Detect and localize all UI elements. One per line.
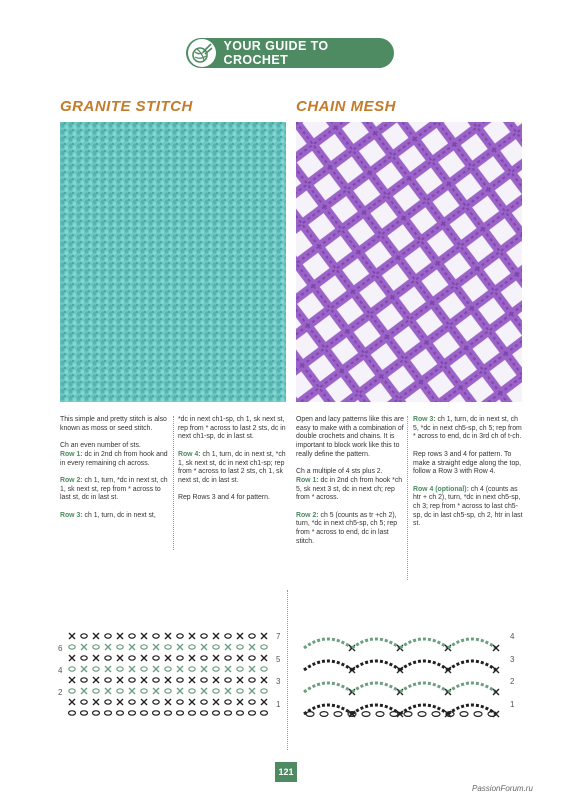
- dc-stitch-symbol: [189, 655, 195, 661]
- chain-stitch-symbol: [261, 667, 267, 671]
- chain-stitch-symbol: [165, 689, 171, 693]
- dc-stitch-symbol: [213, 677, 219, 683]
- mesh-col-1: [296, 416, 406, 555]
- chain-stitch-symbol: [153, 656, 159, 660]
- chain-stitch-symbol: [201, 656, 207, 660]
- chain-stitch-symbol: [105, 700, 111, 704]
- dc-stitch-symbol: [165, 677, 171, 683]
- dc-stitch-symbol: [213, 633, 219, 639]
- mesh-row-4: Row 4 (optional): ch 4 (counts as htr + ch 2), turn, *dc in next ch5-sp, ch 3; rep from * across to last ch5-sp, dc in last ch5-sp, ch 2, htr in last st.: [413, 485, 523, 528]
- chain-stitch-symbol: [249, 656, 255, 660]
- dc-stitch-symbol: [249, 688, 255, 694]
- chain-stitch-symbol: [117, 711, 124, 715]
- chain-arc-symbol: [400, 661, 448, 670]
- yarn-ball-icon: [188, 39, 216, 67]
- header-title: YOUR GUIDE TO CROCHET: [223, 39, 329, 67]
- granite-stitch-chart: [56, 628, 282, 718]
- chain-stitch-symbol: [261, 689, 267, 693]
- chain-stitch-symbol: [153, 634, 159, 638]
- dc-stitch-symbol: [129, 666, 135, 672]
- chain-stitch-symbol: [93, 645, 99, 649]
- dc-stitch-symbol: [69, 677, 75, 683]
- chart-row-label: 7: [276, 632, 281, 641]
- dc-stitch-symbol: [177, 644, 183, 650]
- foundation-chain-symbol: [474, 712, 482, 717]
- granite-col-1: [60, 416, 170, 529]
- chain-arc-symbol: [352, 661, 400, 670]
- dc-stitch-symbol: [249, 644, 255, 650]
- dc-stitch-symbol: [237, 655, 243, 661]
- chain-stitch-symbol: [117, 689, 123, 693]
- dc-stitch-symbol: [105, 688, 111, 694]
- chain-arc-symbol: [400, 683, 448, 692]
- dc-stitch-symbol: [201, 688, 207, 694]
- granite-row-2: Row 2: ch 1, turn, *dc in next st, ch 1, sk next st, rep from * across to last st, dc in last st.: [60, 476, 168, 502]
- mesh-col-2: [413, 416, 523, 538]
- chart-row-label: 3: [510, 655, 515, 664]
- dc-stitch-symbol: [237, 699, 243, 705]
- granite-row-4: Row 4: ch 1, turn, dc in next st, *ch 1, sk next st, dc in next ch1-sp; rep from * across to last 2 sts, ch 1, sk next st, dc in last st.: [178, 450, 286, 484]
- chain-arc-symbol: [448, 661, 496, 670]
- granite-intro: This simple and pretty stitch is also known as moss or seed stitch.: [60, 416, 167, 432]
- dc-stitch-symbol: [165, 699, 171, 705]
- chain-stitch-symbol: [225, 700, 231, 704]
- chain-stitch-symbol: [165, 645, 171, 649]
- dc-stitch-symbol: [141, 677, 147, 683]
- granite-repeat: Rep Rows 3 and 4 for pattern.: [178, 494, 270, 502]
- dc-stitch-symbol: [81, 688, 87, 694]
- chain-stitch-symbol: [189, 645, 195, 649]
- dc-stitch-symbol: [165, 655, 171, 661]
- chain-arc-symbol: [400, 705, 448, 714]
- dc-stitch-symbol: [189, 633, 195, 639]
- dc-stitch-symbol: [93, 677, 99, 683]
- dc-stitch-symbol: [93, 699, 99, 705]
- foundation-chain-symbol: [376, 712, 384, 717]
- chain-stitch-symbol: [93, 711, 100, 715]
- footer-watermark: PassionForum.ru: [472, 784, 533, 793]
- chain-stitch-symbol: [81, 656, 87, 660]
- dc-stitch-symbol: [69, 699, 75, 705]
- chain-stitch-symbol: [237, 689, 243, 693]
- dc-stitch-symbol: [105, 644, 111, 650]
- chain-stitch-symbol: [69, 711, 76, 715]
- chain-stitch-symbol: [69, 645, 75, 649]
- dc-stitch-symbol: [117, 633, 123, 639]
- dc-stitch-symbol: [81, 666, 87, 672]
- chain-stitch-symbol: [81, 711, 88, 715]
- granite-stitch-photo: [60, 122, 286, 402]
- chain-stitch-symbol: [177, 656, 183, 660]
- chain-stitch-symbol: [165, 711, 172, 715]
- chain-stitch-symbol: [105, 711, 112, 715]
- chain-stitch-symbol: [141, 711, 148, 715]
- dc-stitch-symbol: [153, 666, 159, 672]
- foundation-chain-symbol: [460, 712, 468, 717]
- dc-stitch-symbol: [69, 655, 75, 661]
- dc-stitch-symbol: [117, 655, 123, 661]
- chain-stitch-symbol: [105, 634, 111, 638]
- dc-stitch-symbol: [225, 666, 231, 672]
- chain-stitch-symbol: [69, 667, 75, 671]
- chain-arc-symbol: [448, 639, 496, 648]
- foundation-chain-symbol: [362, 712, 370, 717]
- dc-stitch-symbol: [177, 688, 183, 694]
- chain-stitch-symbol: [201, 634, 207, 638]
- chart-row-label: 4: [510, 632, 515, 641]
- chain-arc-symbol: [400, 639, 448, 648]
- dc-stitch-symbol: [261, 633, 267, 639]
- dc-stitch-symbol: [225, 644, 231, 650]
- chain-arc-symbol: [304, 683, 352, 692]
- page-number: 121: [275, 762, 297, 782]
- chain-stitch-symbol: [117, 645, 123, 649]
- chain-arc-symbol: [448, 683, 496, 692]
- dc-stitch-symbol: [177, 666, 183, 672]
- chain-stitch-symbol: [213, 711, 220, 715]
- dc-stitch-symbol: [117, 699, 123, 705]
- granite-stitch-title: GRANITE STITCH: [60, 98, 193, 115]
- chain-stitch-symbol: [81, 700, 87, 704]
- chart-row-label: 2: [510, 677, 515, 686]
- dc-stitch-symbol: [129, 688, 135, 694]
- foundation-chain-symbol: [320, 712, 328, 717]
- chain-mesh-title: CHAIN MESH: [296, 98, 397, 115]
- chart-row-label: 1: [510, 700, 515, 709]
- foundation-chain-symbol: [390, 712, 398, 717]
- chart-row-label: 3: [276, 677, 281, 686]
- dc-stitch-symbol: [117, 677, 123, 683]
- chain-stitch-symbol: [117, 667, 123, 671]
- chart-row-label: 6: [58, 644, 63, 653]
- granite-col-2: [178, 416, 288, 512]
- foundation-chain-symbol: [432, 712, 440, 717]
- chain-stitch-symbol: [177, 678, 183, 682]
- chain-stitch-symbol: [237, 711, 244, 715]
- dc-stitch-symbol: [249, 666, 255, 672]
- foundation-chain-symbol: [306, 712, 314, 717]
- chain-stitch-symbol: [249, 678, 255, 682]
- chain-stitch-symbol: [189, 667, 195, 671]
- mesh-row-3: Row 3: ch 1, turn, dc in next st, ch 5, *dc in next ch5-sp, ch 5; rep from * across to end, dc in 3rd ch of t-ch.: [413, 416, 522, 441]
- dc-stitch-symbol: [129, 644, 135, 650]
- chain-stitch-symbol: [225, 656, 231, 660]
- foundation-chain-symbol: [404, 712, 412, 717]
- chain-stitch-symbol: [141, 645, 147, 649]
- chain-stitch-symbol: [177, 711, 184, 715]
- chain-stitch-symbol: [129, 700, 135, 704]
- chain-mesh-chart: [296, 628, 526, 718]
- column-divider: [173, 416, 174, 550]
- chain-stitch-symbol: [213, 645, 219, 649]
- chain-arc-symbol: [304, 639, 352, 648]
- chain-stitch-symbol: [213, 667, 219, 671]
- chain-stitch-symbol: [237, 667, 243, 671]
- chain-stitch-symbol: [261, 645, 267, 649]
- chain-stitch-symbol: [165, 667, 171, 671]
- dc-stitch-symbol: [69, 633, 75, 639]
- chain-stitch-symbol: [129, 711, 136, 715]
- dc-stitch-symbol: [261, 655, 267, 661]
- chart-row-label: 4: [58, 666, 63, 675]
- dc-stitch-symbol: [153, 644, 159, 650]
- chain-stitch-symbol: [177, 700, 183, 704]
- chart-row-label: 1: [276, 700, 281, 709]
- chain-stitch-symbol: [93, 667, 99, 671]
- chain-stitch-symbol: [201, 678, 207, 682]
- dc-stitch-symbol: [81, 644, 87, 650]
- chain-stitch-symbol: [237, 645, 243, 649]
- dc-stitch-symbol: [93, 633, 99, 639]
- dc-stitch-symbol: [213, 655, 219, 661]
- chain-arc-symbol: [352, 639, 400, 648]
- dc-stitch-symbol: [225, 688, 231, 694]
- dc-stitch-symbol: [237, 633, 243, 639]
- chart-row-label: 5: [276, 655, 281, 664]
- chain-stitch-symbol: [261, 711, 268, 715]
- chain-stitch-symbol: [249, 634, 255, 638]
- column-divider: [407, 416, 408, 580]
- dc-stitch-symbol: [261, 677, 267, 683]
- granite-chain: Ch an even number of sts. Row 1: dc in 2nd ch from hook and in every remaining ch across.: [60, 442, 168, 467]
- dc-stitch-symbol: [189, 699, 195, 705]
- dc-stitch-symbol: [201, 666, 207, 672]
- dc-stitch-symbol: [141, 655, 147, 661]
- chain-stitch-symbol: [129, 678, 135, 682]
- granite-row-3: Row 3: ch 1, turn, dc in next st,: [60, 511, 156, 519]
- chain-stitch-symbol: [129, 656, 135, 660]
- mesh-chain: Ch a multiple of 4 sts plus 2. Row 1: dc in 2nd ch from hook *ch 5, sk next 3 st, dc in next ch; rep from * across.: [296, 468, 403, 502]
- chart-divider: [287, 590, 288, 750]
- dc-stitch-symbol: [153, 688, 159, 694]
- section-header: [186, 38, 394, 68]
- chain-arc-symbol: [352, 683, 400, 692]
- chain-stitch-symbol: [153, 711, 160, 715]
- mesh-row-2: Row 2: ch 5 (counts as tr +ch 2), turn, *dc in next ch5-sp, ch 5; rep from * across to end, dc in last stitch.: [296, 511, 398, 545]
- chain-stitch-symbol: [153, 678, 159, 682]
- granite-row-3-cont: *dc in next ch1-sp, ch 1, sk next st, rep from * across to last 2 sts, dc in next ch1-sp, dc in last st.: [178, 416, 286, 441]
- chain-stitch-symbol: [69, 689, 75, 693]
- chain-stitch-symbol: [201, 711, 208, 715]
- chain-stitch-symbol: [81, 634, 87, 638]
- chain-mesh-photo: [296, 122, 522, 402]
- dc-stitch-symbol: [141, 699, 147, 705]
- chain-stitch-symbol: [141, 667, 147, 671]
- chain-stitch-symbol: [225, 711, 232, 715]
- chain-stitch-symbol: [81, 678, 87, 682]
- dc-stitch-symbol: [189, 677, 195, 683]
- chain-stitch-symbol: [225, 678, 231, 682]
- dc-stitch-symbol: [201, 644, 207, 650]
- dc-stitch-symbol: [105, 666, 111, 672]
- foundation-chain-symbol: [334, 712, 342, 717]
- chain-stitch-symbol: [105, 656, 111, 660]
- chain-stitch-symbol: [249, 700, 255, 704]
- dc-stitch-symbol: [141, 633, 147, 639]
- chain-stitch-symbol: [249, 711, 256, 715]
- mesh-repeat: Rep rows 3 and 4 for pattern. To make a straight edge along the top, follow a Row 3 with Row 4.: [413, 450, 522, 476]
- chain-stitch-symbol: [105, 678, 111, 682]
- chain-stitch-symbol: [213, 689, 219, 693]
- chain-stitch-symbol: [189, 711, 196, 715]
- dc-stitch-symbol: [93, 655, 99, 661]
- chain-stitch-symbol: [225, 634, 231, 638]
- chain-stitch-symbol: [129, 634, 135, 638]
- chain-stitch-symbol: [177, 634, 183, 638]
- dc-stitch-symbol: [213, 699, 219, 705]
- chain-stitch-symbol: [201, 700, 207, 704]
- chain-stitch-symbol: [141, 689, 147, 693]
- mesh-intro: Open and lacy patterns like this are easy to make with a combination of double crochets and chains. It is important to block work like this to really define the pattern.: [296, 416, 405, 458]
- chain-arc-symbol: [304, 661, 352, 670]
- dc-stitch-symbol: [261, 699, 267, 705]
- chain-stitch-symbol: [153, 700, 159, 704]
- dc-stitch-symbol: [165, 633, 171, 639]
- dc-stitch-symbol: [237, 677, 243, 683]
- chain-stitch-symbol: [189, 689, 195, 693]
- chart-row-label: 2: [58, 688, 63, 697]
- foundation-chain-symbol: [418, 712, 426, 717]
- chain-stitch-symbol: [93, 689, 99, 693]
